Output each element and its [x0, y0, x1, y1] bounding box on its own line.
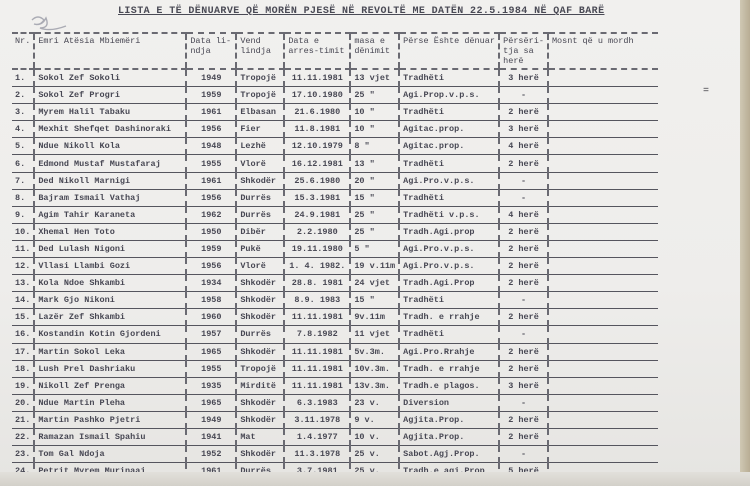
birth-year: 1935 [186, 377, 236, 394]
birthplace: Shkodër [236, 394, 284, 411]
death-cell [548, 377, 658, 394]
prior-count: 2 herë [499, 155, 548, 172]
row-number: 14. [12, 292, 34, 309]
person-name: Sokol Zef Progri [34, 87, 186, 104]
arrest-date: 11.8.1981 [284, 121, 350, 138]
prior-count: - [499, 87, 548, 104]
person-name: Agim Tahir Karaneta [34, 206, 186, 223]
row-number: 22. [12, 428, 34, 445]
row-number: 20. [12, 394, 34, 411]
arrest-date: 6.3.1983 [284, 394, 350, 411]
person-name: Lush Prel Dashriaku [34, 360, 186, 377]
birthplace: Mirditë [236, 377, 284, 394]
reason: Tradh. e rrahje [399, 309, 499, 326]
death-cell [548, 258, 658, 275]
reason: Tradhëti [399, 189, 499, 206]
table-row [12, 172, 658, 189]
birth-year: 1952 [186, 446, 236, 463]
reason: Tradh. e rrahje [399, 360, 499, 377]
death-cell [548, 394, 658, 411]
reason: Tradh.Agi.prop [399, 223, 499, 240]
person-name: Martin Sokol Leka [34, 343, 186, 360]
birth-year: 1949 [186, 411, 236, 428]
reason: Agitac.prop. [399, 121, 499, 138]
birth-year: 1965 [186, 394, 236, 411]
sentence: 23 v. [350, 394, 399, 411]
reason: Tradhëti [399, 292, 499, 309]
arrest-date: 3.11.1978 [284, 411, 350, 428]
reason: Agi.Prop.v.p.s. [399, 87, 499, 104]
death-cell [548, 292, 658, 309]
birthplace: Elbasan [236, 104, 284, 121]
person-name: Kola Ndoe Shkambi [34, 275, 186, 292]
person-name: Martin Pashko Pjetri [34, 411, 186, 428]
birthplace: Pukë [236, 240, 284, 257]
prior-count: 2 herë [499, 411, 548, 428]
birth-year: 1949 [186, 69, 236, 87]
sentence: 15 " [350, 189, 399, 206]
death-cell [548, 121, 658, 138]
death-cell [548, 138, 658, 155]
paper-bottom-edge [0, 472, 750, 486]
sentence: 10 " [350, 104, 399, 121]
birthplace: Shkodër [236, 411, 284, 428]
reason: Agi.Pro.v.p.s. [399, 172, 499, 189]
prior-count: - [499, 446, 548, 463]
header-arrest-date: Data e arres-timit [284, 33, 350, 69]
row-number: 1. [12, 69, 34, 87]
table-row [12, 428, 658, 445]
birthplace: Mat [236, 428, 284, 445]
reason: Agi.Pro.v.p.s. [399, 258, 499, 275]
row-number: 6. [12, 155, 34, 172]
birthplace: Shkodër [236, 172, 284, 189]
birthplace: Shkodër [236, 309, 284, 326]
birthplace: Durrës [236, 206, 284, 223]
sentence: 15 " [350, 292, 399, 309]
reason: Tradh.e plagos. [399, 377, 499, 394]
death-cell [548, 189, 658, 206]
sentence: 25 " [350, 223, 399, 240]
person-name: Ded Nikoll Marnigi [34, 172, 186, 189]
sentence: 5 " [350, 240, 399, 257]
reason: Agjita.Prop. [399, 428, 499, 445]
table-row [12, 138, 658, 155]
arrest-date: 8.9. 1983 [284, 292, 350, 309]
birth-year: 1941 [186, 428, 236, 445]
death-cell [548, 343, 658, 360]
person-name: Lazër Zef Shkambi [34, 309, 186, 326]
row-number: 5. [12, 138, 34, 155]
person-name: Ndue Nikoll Kola [34, 138, 186, 155]
reason: Tradhëti [399, 326, 499, 343]
table-row [12, 292, 658, 309]
table-row [12, 69, 658, 87]
reason: Agi.Pro.Rrahje [399, 343, 499, 360]
sentence: 13 vjet [350, 69, 399, 87]
prior-count: 2 herë [499, 275, 548, 292]
birth-year: 1956 [186, 189, 236, 206]
table-row [12, 206, 658, 223]
table-row [12, 309, 658, 326]
prior-count: 4 herë [499, 206, 548, 223]
birth-year: 1962 [186, 206, 236, 223]
header-reason: Përse Ështe dënuar [399, 33, 499, 69]
arrest-date: 11.11.1981 [284, 343, 350, 360]
row-number: 18. [12, 360, 34, 377]
birth-year: 1960 [186, 309, 236, 326]
birth-year: 1961 [186, 104, 236, 121]
sentence: 24 vjet [350, 275, 399, 292]
arrest-date: 11.11.1981 [284, 377, 350, 394]
person-name: Myrem Halil Tabaku [34, 104, 186, 121]
prior-count: 2 herë [499, 240, 548, 257]
birth-year: 1950 [186, 223, 236, 240]
prior-count: 3 herë [499, 69, 548, 87]
sentence: 19 v.11m [350, 258, 399, 275]
person-name: Xhemal Hen Toto [34, 223, 186, 240]
table-row [12, 343, 658, 360]
sentence: 10 " [350, 121, 399, 138]
reason: Tradhëti [399, 69, 499, 87]
person-name: Nikoll Zef Prenga [34, 377, 186, 394]
table-row [12, 377, 658, 394]
person-name: Ndue Martin Pleha [34, 394, 186, 411]
row-number: 15. [12, 309, 34, 326]
row-number: 16. [12, 326, 34, 343]
sentence: 9 v. [350, 411, 399, 428]
death-cell [548, 360, 658, 377]
row-number: 10. [12, 223, 34, 240]
table-body [12, 69, 658, 480]
death-cell [548, 309, 658, 326]
table-row [12, 360, 658, 377]
birthplace: Tropojë [236, 69, 284, 87]
arrest-date: 28.8. 1981 [284, 275, 350, 292]
death-cell [548, 206, 658, 223]
table-row [12, 326, 658, 343]
sentence: 13 " [350, 155, 399, 172]
table-row [12, 121, 658, 138]
birthplace: Shkodër [236, 275, 284, 292]
prior-count: - [499, 326, 548, 343]
row-number: 4. [12, 121, 34, 138]
table-row [12, 155, 658, 172]
arrest-date: 7.8.1982 [284, 326, 350, 343]
sentence: 8 " [350, 138, 399, 155]
prior-count: 2 herë [499, 428, 548, 445]
birth-year: 1956 [186, 258, 236, 275]
arrest-date: 19.11.1980 [284, 240, 350, 257]
death-cell [548, 326, 658, 343]
row-number: 17. [12, 343, 34, 360]
paper-edge [740, 0, 750, 486]
table-header-row [12, 33, 658, 69]
row-number: 3. [12, 104, 34, 121]
prior-count: 2 herë [499, 309, 548, 326]
reason: Agi.Pro.v.p.s. [399, 240, 499, 257]
prior-count: 2 herë [499, 258, 548, 275]
person-name: Bajram Ismail Vathaj [34, 189, 186, 206]
reason: Tradhëti [399, 155, 499, 172]
person-name: Mexhit Shefqet Dashinoraki [34, 121, 186, 138]
person-name: Kostandin Kotin Gjordeni [34, 326, 186, 343]
prior-count: 2 herë [499, 223, 548, 240]
prior-count: 2 herë [499, 343, 548, 360]
prior-count: 2 herë [499, 104, 548, 121]
birth-year: 1961 [186, 172, 236, 189]
row-number: 21. [12, 411, 34, 428]
birth-year: 1955 [186, 155, 236, 172]
birth-year: 1965 [186, 343, 236, 360]
death-cell [548, 428, 658, 445]
birthplace: Shkodër [236, 343, 284, 360]
prior-count: - [499, 292, 548, 309]
sentence: 10v.3m. [350, 360, 399, 377]
table-row [12, 446, 658, 463]
prior-count: - [499, 394, 548, 411]
birth-year: 1948 [186, 138, 236, 155]
birth-year: 1958 [186, 292, 236, 309]
row-number: 9. [12, 206, 34, 223]
prior-count: - [499, 172, 548, 189]
arrest-date: 11.11.1981 [284, 309, 350, 326]
person-name: Tom Gal Ndoja [34, 446, 186, 463]
arrest-date: 25.6.1980 [284, 172, 350, 189]
birthplace: Durrës [236, 189, 284, 206]
person-name: Sokol Zef Sokoli [34, 69, 186, 87]
header-sentence: masa e dënimit [350, 33, 399, 69]
birthplace: Dibër [236, 223, 284, 240]
arrest-date: 2.2.1980 [284, 223, 350, 240]
death-cell [548, 87, 658, 104]
arrest-date: 24.9.1981 [284, 206, 350, 223]
table-row [12, 411, 658, 428]
header-birthplace: Vend lindja [236, 33, 284, 69]
person-name: Edmond Mustaf Mustafaraj [34, 155, 186, 172]
death-cell [548, 223, 658, 240]
arrest-date: 1.4.1977 [284, 428, 350, 445]
birth-year: 1959 [186, 87, 236, 104]
row-number: 19. [12, 377, 34, 394]
sentence: 10 v. [350, 428, 399, 445]
death-cell [548, 446, 658, 463]
sentence: 25 " [350, 87, 399, 104]
row-number: 12. [12, 258, 34, 275]
birthplace: Lezhë [236, 138, 284, 155]
header-death: Mosnt që u mordh [548, 33, 658, 69]
birthplace: Vlorë [236, 258, 284, 275]
table-row [12, 104, 658, 121]
sentence: 11 vjet [350, 326, 399, 343]
reason: Diversion [399, 394, 499, 411]
death-cell [548, 69, 658, 87]
prior-count: 3 herë [499, 121, 548, 138]
sentence: 20 " [350, 172, 399, 189]
arrest-date: 11.11.1981 [284, 360, 350, 377]
reason: Tradh.Agi.Prop [399, 275, 499, 292]
table-row [12, 275, 658, 292]
person-name: Ded Lulash Nigoni [34, 240, 186, 257]
header-birth-year: Data li-ndja [186, 33, 236, 69]
arrest-date: 21.6.1980 [284, 104, 350, 121]
document-title: LISTA E TË DËNUARVE QË MORËN PJESË NË REVOLTË ME DATËN 22.5.1984 NË QAF BARË [118, 6, 605, 17]
birth-year: 1957 [186, 326, 236, 343]
arrest-date: 12.10.1979 [284, 138, 350, 155]
reason: Tradhëti v.p.s. [399, 206, 499, 223]
birth-year: 1955 [186, 360, 236, 377]
birthplace: Tropojë [236, 87, 284, 104]
death-cell [548, 155, 658, 172]
prior-count: 2 herë [499, 360, 548, 377]
table-row [12, 394, 658, 411]
sentence: 25 v. [350, 446, 399, 463]
row-number: 23. [12, 446, 34, 463]
birthplace: Durrës [236, 326, 284, 343]
reason: Agitac.prop. [399, 138, 499, 155]
sentence: 13v.3m. [350, 377, 399, 394]
row-number: 7. [12, 172, 34, 189]
prisoner-table [12, 32, 658, 480]
row-number: 8. [12, 189, 34, 206]
header-prior: Përsëri-tja sa herë [499, 33, 548, 69]
birth-year: 1959 [186, 240, 236, 257]
birthplace: Fier [236, 121, 284, 138]
reason: Tradhëti [399, 104, 499, 121]
birthplace: Tropojë [236, 360, 284, 377]
death-cell [548, 172, 658, 189]
prior-count: - [499, 189, 548, 206]
table-row [12, 223, 658, 240]
person-name: Vllasi Llambi Gozi [34, 258, 186, 275]
person-name: Ramazan Ismail Spahiu [34, 428, 186, 445]
birthplace: Shkodër [236, 292, 284, 309]
arrest-date: 15.3.1981 [284, 189, 350, 206]
reason: Sabot.Agj.Prop. [399, 446, 499, 463]
arrest-date: 16.12.1981 [284, 155, 350, 172]
birthplace: Vlorë [236, 155, 284, 172]
table-row [12, 240, 658, 257]
reason: Agjita.Prop. [399, 411, 499, 428]
arrest-date: 11.3.1978 [284, 446, 350, 463]
header-name: Emri Atësia Mbiemëri [34, 33, 186, 69]
sentence: 25 " [350, 206, 399, 223]
death-cell [548, 240, 658, 257]
table-row [12, 189, 658, 206]
row-number: 2. [12, 87, 34, 104]
prior-count: 3 herë [499, 377, 548, 394]
death-cell [548, 411, 658, 428]
header-nr: Nr. [12, 33, 34, 69]
sentence: 5v.3m. [350, 343, 399, 360]
death-cell [548, 104, 658, 121]
birth-year: 1934 [186, 275, 236, 292]
table-row [12, 258, 658, 275]
arrest-date: 1. 4. 1982. [284, 258, 350, 275]
death-cell [548, 275, 658, 292]
sentence: 9v.11m [350, 309, 399, 326]
birth-year: 1956 [186, 121, 236, 138]
person-name: Mark Gjo Nikoni [34, 292, 186, 309]
row-number: 11. [12, 240, 34, 257]
row-number: 13. [12, 275, 34, 292]
birthplace: Shkodër [236, 446, 284, 463]
prior-count: 4 herë [499, 138, 548, 155]
table-row [12, 87, 658, 104]
margin-mark: = [703, 86, 710, 97]
arrest-date: 11.11.1981 [284, 69, 350, 87]
arrest-date: 17.10.1980 [284, 87, 350, 104]
